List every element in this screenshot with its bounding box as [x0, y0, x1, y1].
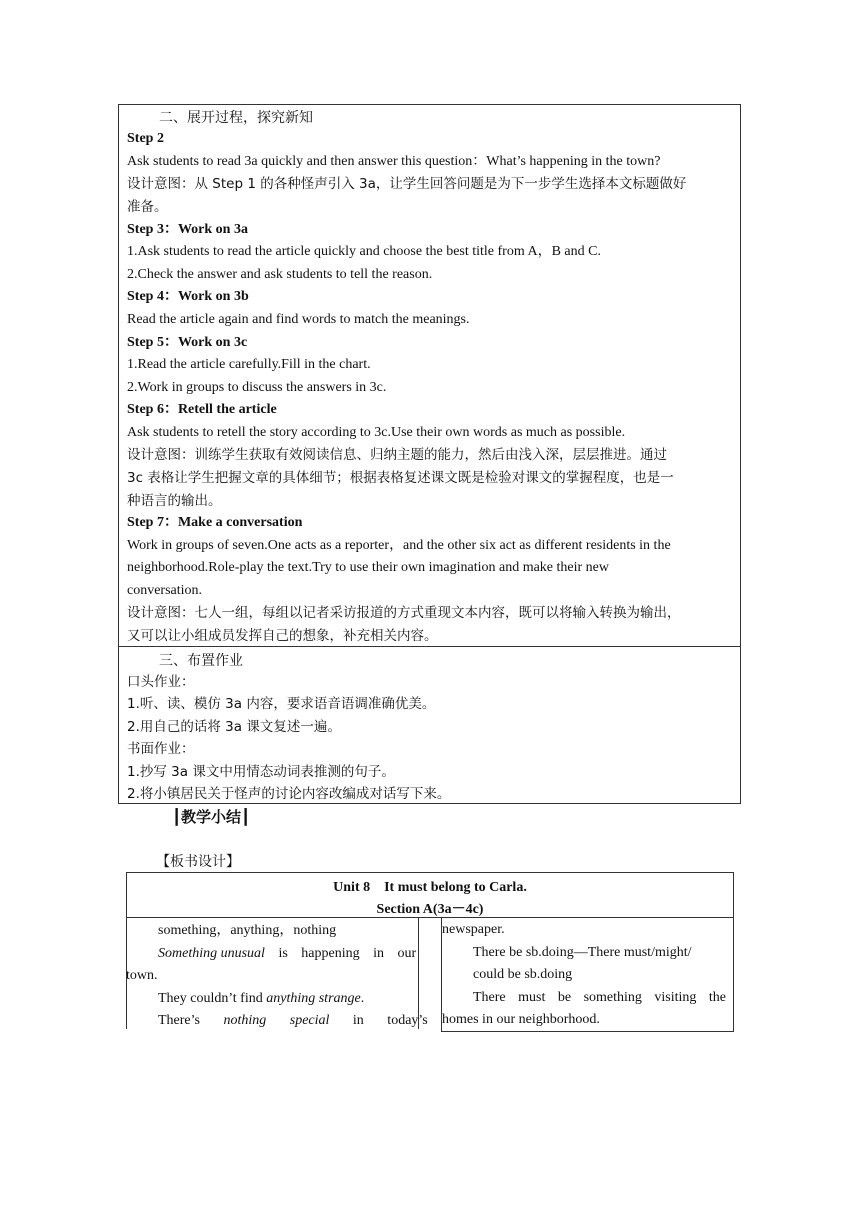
board-left-line4-italic: anything strange	[266, 991, 361, 1006]
board-design-table	[126, 872, 734, 1032]
written-homework-2: 2.将小镇居民关于怪声的讨论内容改编成对话写下来。	[127, 786, 451, 802]
board-title-section: Section A(3a－4c)	[376, 902, 484, 917]
lesson-process-box	[118, 104, 741, 804]
board-left-line4-a: They couldn’t find	[158, 991, 267, 1006]
step7-line3: conversation.	[127, 583, 203, 598]
board-left-line3: town.	[126, 968, 158, 983]
design-intent-1-line1: 设计意图：从 Step 1 的各种怪声引入 3a，让学生回答问题是为下一步学生选择本文标题做好	[127, 176, 687, 192]
board-left-line2-rest: is happening in our	[264, 946, 417, 961]
board-left-line4	[158, 989, 364, 1009]
oral-homework-2: 2.用自己的话将 3a 课文复述一遍。	[127, 719, 341, 735]
summary-heading: ┃教学小结┃	[172, 808, 251, 826]
board-right-line4: There must be something visiting the	[473, 990, 727, 1005]
step5-title: Step 5：Work on 3c	[127, 335, 248, 350]
design-intent-3-line1: 设计意图：七人一组，每组以记者采访报道的方式重现文本内容，既可以将输入转换为输出，	[127, 605, 681, 621]
step4-title: Step 4：Work on 3b	[127, 289, 249, 304]
oral-homework-1: 1.听、读、模仿 3a 内容，要求语音语调准确优美。	[127, 696, 436, 712]
step6-text: Ask students to retell the story according to 3c.Use their own words as much as possible.	[127, 425, 626, 440]
step7-line2: neighborhood.Role-play the text.Try to use their own imagination and make their new	[127, 560, 609, 575]
board-left-line4-b: .	[360, 991, 365, 1006]
board-left-line5	[158, 1011, 428, 1031]
written-homework-1: 1.抄写 3a 课文中用情态动词表推测的句子。	[127, 764, 395, 780]
board-left-line5-a: There’s	[158, 1013, 224, 1028]
design-intent-2-line1: 设计意图：训练学生获取有效阅读信息、归纳主题的能力，然后由浅入深，层层推进。通过	[127, 447, 667, 463]
step7-line1: Work in groups of seven.One acts as a reporter，and the other six act as different residents in the	[127, 538, 671, 553]
step3-title: Step 3：Work on 3a	[127, 222, 248, 237]
step3-text2: 2.Check the answer and ask students to tell the reason.	[127, 267, 433, 282]
board-left-line2-italic: Something unusual	[158, 946, 265, 961]
step6-title: Step 6：Retell the article	[127, 402, 277, 417]
board-design-heading: 【板书设计】	[156, 854, 240, 870]
section3-heading: 三、布置作业	[159, 653, 243, 669]
board-left-line5-italic: nothing special	[223, 1013, 330, 1028]
written-homework-title: 书面作业：	[127, 741, 195, 757]
board-title-unit: Unit 8 It must belong to Carla.	[333, 880, 527, 895]
design-intent-2-line3: 种语言的输出。	[127, 493, 222, 509]
board-left-line2	[158, 944, 416, 964]
board-left-line1: something，anything，nothing	[158, 923, 337, 938]
step7-title: Step 7：Make a conversation	[127, 515, 303, 530]
design-intent-2-line2: 3c 表格让学生把握文章的具体细节；根据表格复述课文既是检验对课文的掌握程度，也是一	[127, 470, 674, 486]
oral-homework-title: 口头作业：	[127, 674, 195, 690]
section-divider	[119, 646, 740, 647]
board-left-line5-b: in today’s	[329, 1013, 428, 1028]
board-right-line1: newspaper.	[442, 922, 505, 937]
step3-text1: 1.Ask students to read the article quickly and choose the best title from A，B and C.	[127, 244, 601, 259]
design-intent-3-line2: 又可以让小组成员发挥自己的想象，补充相关内容。	[127, 628, 438, 644]
step4-text: Read the article again and find words to match the meanings.	[127, 312, 470, 327]
step2-text: Ask students to read 3a quickly and then answer this question：What’s happening in the town?	[127, 154, 661, 169]
board-right-line3: could be sb.doing	[473, 967, 573, 982]
step5-text2: 2.Work in groups to discuss the answers in 3c.	[127, 380, 387, 395]
step5-text1: 1.Read the article carefully.Fill in the chart.	[127, 357, 371, 372]
board-right-line5: homes in our neighborhood.	[442, 1012, 600, 1027]
step2-title: Step 2	[127, 131, 164, 146]
section2-heading: 二、展开过程，探究新知	[159, 110, 313, 126]
board-right-line2: There be sb.doing—There must/might/	[473, 945, 692, 960]
design-intent-1-line2: 准备。	[127, 199, 168, 215]
